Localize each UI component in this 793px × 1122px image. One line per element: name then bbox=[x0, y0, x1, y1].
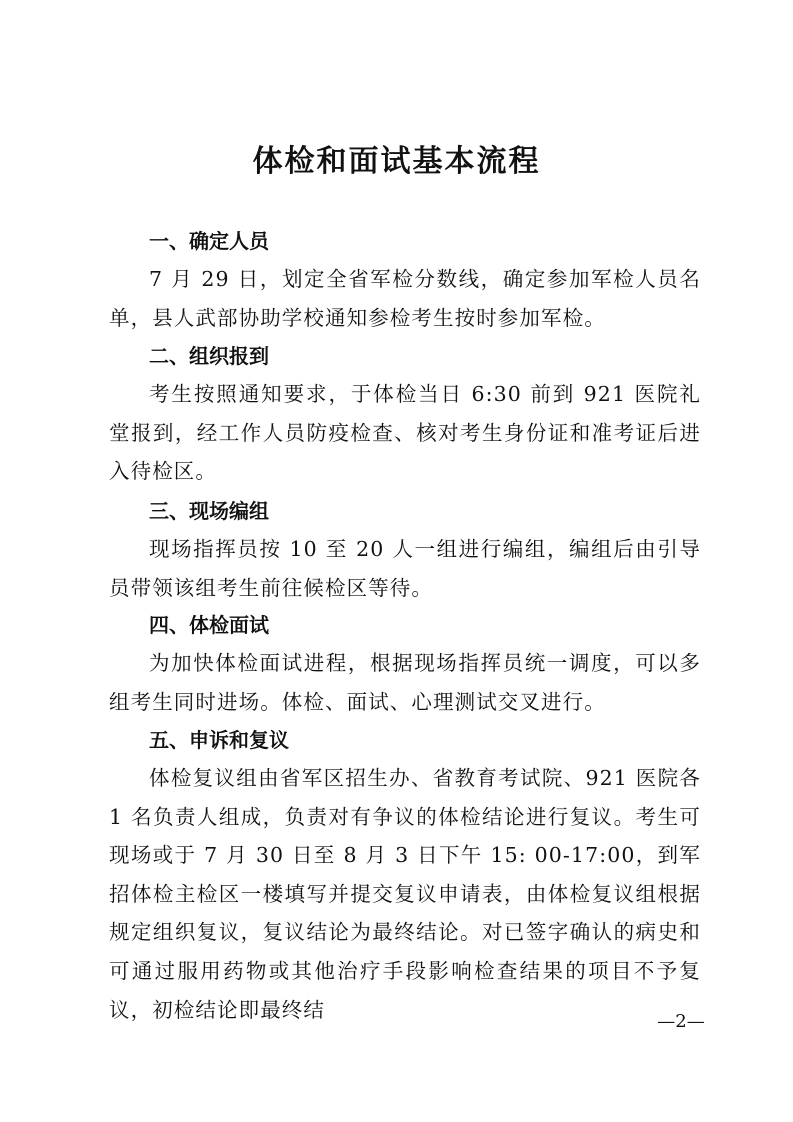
section-paragraph: 7 月 29 日，划定全省军检分数线，确定参加军检人员名单，县人武部协助学校通知参检考生按时参加军检。 bbox=[109, 267, 701, 330]
section-heading: 一、确定人员 bbox=[149, 229, 269, 253]
section-heading: 二、组织报到 bbox=[149, 344, 269, 368]
section-paragraph: 体检复议组由省军区招生办、省教育考试院、921 医院各 1 名负责人组成，负责对有争议的体检结论进行复议。考生可现场或于 7 月 30 日至 8 月 3 日下午 15: 00-17:00，到军招体检主检区一楼填写并提交复议申请表，由体检复议组根据规定组织复议，复议结论为最终结论。对已签字确认的病史和可通过服用药物或其他治疗手段影响检查结果的项目不予复议，初检结论即最终结 bbox=[109, 766, 701, 1022]
page-number: —2— bbox=[657, 1011, 705, 1032]
section-heading: 五、申诉和复议 bbox=[149, 728, 289, 752]
section-heading: 四、体检面试 bbox=[149, 613, 269, 637]
section-paragraph: 为加快体检面试进程，根据现场指挥员统一调度，可以多组考生同时进场。体检、面试、心理测试交叉进行。 bbox=[109, 651, 701, 714]
section-paragraph: 考生按照通知要求，于体检当日 6:30 前到 921 医院礼堂报到，经工作人员防疫检查、核对考生身份证和准考证后进入待检区。 bbox=[109, 382, 701, 484]
section-paragraph: 现场指挥员按 10 至 20 人一组进行编组，编组后由引导员带领该组考生前往候检区等待。 bbox=[109, 537, 701, 600]
section-heading: 三、现场编组 bbox=[149, 499, 269, 523]
document-title: 体检和面试基本流程 bbox=[252, 144, 541, 179]
